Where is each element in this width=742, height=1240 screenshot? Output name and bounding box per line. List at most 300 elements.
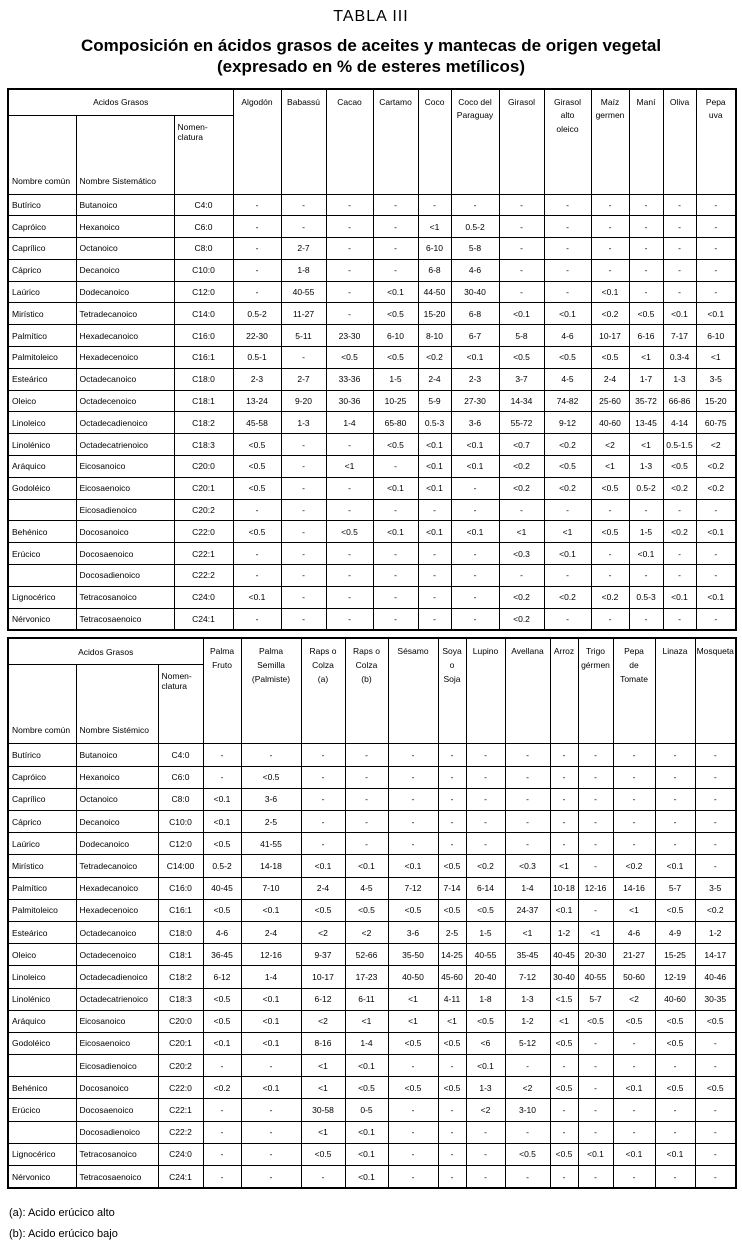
value-cell: 35-50	[388, 944, 438, 966]
nomenclature-cell: C4:0	[158, 744, 203, 766]
value-cell: <0.5	[388, 1077, 438, 1099]
value-cell: <0.1	[550, 899, 578, 921]
column-header: Coco del Paraguay	[451, 89, 499, 195]
value-cell: 30-40	[451, 281, 499, 303]
value-cell: -	[438, 811, 466, 833]
table-row	[8, 877, 736, 899]
value-cell: -	[451, 608, 499, 630]
systematic-name-cell: Butanoico	[76, 744, 158, 766]
value-cell: 14-16	[613, 877, 655, 899]
value-cell: <6	[466, 1032, 505, 1054]
value-cell: -	[655, 766, 695, 788]
page-subtitle	[14, 35, 728, 78]
value-cell: 15-20	[696, 390, 736, 412]
value-cell: 2-4	[301, 877, 345, 899]
nomenclature-cell: C20:0	[174, 456, 233, 478]
value-cell: <2	[613, 988, 655, 1010]
table-row	[8, 833, 736, 855]
value-cell: 14-25	[438, 944, 466, 966]
value-cell: 4-6	[544, 325, 591, 347]
nomenclature-cell: C24:0	[174, 586, 233, 608]
nomenclature-cell: C10:0	[158, 811, 203, 833]
systematic-name-header: Nombre Sistemático	[76, 115, 174, 194]
value-cell: <1	[544, 521, 591, 543]
value-cell: <0.1	[578, 1143, 613, 1165]
value-cell: -	[438, 788, 466, 810]
value-cell: <0.5	[388, 1032, 438, 1054]
value-cell: 1-3	[505, 988, 550, 1010]
value-cell: -	[613, 1121, 655, 1143]
value-cell: <0.2	[203, 1077, 241, 1099]
value-cell: <1	[301, 1055, 345, 1077]
table-row	[8, 390, 736, 412]
value-cell: -	[544, 281, 591, 303]
value-cell: 0-5	[345, 1099, 388, 1121]
value-cell: <1	[438, 1010, 466, 1032]
value-cell: -	[696, 238, 736, 260]
value-cell: 1-8	[466, 988, 505, 1010]
value-cell: 45-60	[438, 966, 466, 988]
systematic-name-cell: Eicosanoico	[76, 1010, 158, 1032]
value-cell: 1-5	[629, 521, 663, 543]
value-cell: -	[388, 1143, 438, 1165]
value-cell: -	[695, 744, 736, 766]
systematic-name-cell: Hexadecanoico	[76, 877, 158, 899]
systematic-name-cell: Tetradecanoico	[76, 855, 158, 877]
value-cell: 5-8	[451, 238, 499, 260]
common-name-cell	[8, 565, 76, 587]
value-cell: -	[695, 811, 736, 833]
value-cell: <0.1	[613, 1077, 655, 1099]
table-row	[8, 238, 736, 260]
value-cell: <0.1	[451, 434, 499, 456]
value-cell: -	[655, 811, 695, 833]
value-cell: <0.1	[544, 543, 591, 565]
value-cell: <1	[326, 456, 373, 478]
common-name-header: Nombre común	[8, 115, 76, 194]
value-cell: 1-2	[505, 1010, 550, 1032]
value-cell: -	[578, 1121, 613, 1143]
value-cell: -	[326, 543, 373, 565]
nomenclature-header: Nomen- clatura	[174, 115, 233, 194]
value-cell: -	[613, 811, 655, 833]
value-cell: 4-6	[203, 921, 241, 943]
nomenclature-cell: C8:0	[158, 788, 203, 810]
table-row	[8, 412, 736, 434]
value-cell: -	[613, 833, 655, 855]
value-cell: -	[499, 499, 544, 521]
table-row	[8, 477, 736, 499]
value-cell: 30-40	[550, 966, 578, 988]
value-cell: <1	[550, 855, 578, 877]
systematic-name-cell: Docosanoico	[76, 1077, 158, 1099]
value-cell: -	[326, 194, 373, 216]
value-cell: -	[438, 1166, 466, 1189]
nomenclature-cell: C20:1	[174, 477, 233, 499]
value-cell: 40-46	[695, 966, 736, 988]
table-row	[8, 586, 736, 608]
value-cell: 0.5-3	[418, 412, 451, 434]
value-cell: <0.2	[663, 521, 696, 543]
systematic-name-cell: Docosadienoico	[76, 1121, 158, 1143]
value-cell: 0.5-1	[233, 347, 281, 369]
value-cell: -	[438, 766, 466, 788]
value-cell: 1-3	[281, 412, 326, 434]
value-cell: <0.5	[438, 1077, 466, 1099]
value-cell: 7-17	[663, 325, 696, 347]
fatty-acids-table-primary	[7, 88, 737, 632]
nomenclature-cell: C8:0	[174, 238, 233, 260]
value-cell: -	[451, 543, 499, 565]
nomenclature-cell: C10:0	[174, 259, 233, 281]
value-cell: 4-14	[663, 412, 696, 434]
value-cell: 17-23	[345, 966, 388, 988]
value-cell: 5-12	[505, 1032, 550, 1054]
value-cell: <0.1	[233, 586, 281, 608]
value-cell: -	[695, 1055, 736, 1077]
value-cell: <0.2	[696, 456, 736, 478]
column-header: Maní	[629, 89, 663, 195]
value-cell: -	[499, 216, 544, 238]
value-cell: 40-55	[466, 944, 505, 966]
value-cell: -	[233, 543, 281, 565]
value-cell: -	[696, 499, 736, 521]
nomenclature-cell: C6:0	[174, 216, 233, 238]
value-cell: -	[345, 811, 388, 833]
systematic-name-cell: Hexanoico	[76, 216, 174, 238]
value-cell: 9-37	[301, 944, 345, 966]
systematic-name-cell: Decanoico	[76, 811, 158, 833]
value-cell: -	[241, 1121, 301, 1143]
value-cell: -	[591, 259, 629, 281]
value-cell: 60-75	[696, 412, 736, 434]
value-cell: 3-5	[696, 368, 736, 390]
value-cell: -	[326, 586, 373, 608]
common-name-cell: Cáprico	[8, 259, 76, 281]
value-cell: <0.1	[418, 456, 451, 478]
value-cell: <0.2	[544, 434, 591, 456]
systematic-name-header: Nombre Sistémico	[76, 665, 158, 744]
value-cell: 50-60	[613, 966, 655, 988]
value-cell: <1	[301, 1077, 345, 1099]
value-cell: -	[466, 811, 505, 833]
column-header: Raps o Colza (b)	[345, 638, 388, 744]
nomenclature-cell: C4:0	[174, 194, 233, 216]
value-cell: -	[544, 238, 591, 260]
value-cell: <0.1	[373, 521, 418, 543]
value-cell: 30-58	[301, 1099, 345, 1121]
value-cell: -	[388, 1166, 438, 1189]
value-cell: 45-58	[233, 412, 281, 434]
value-cell: -	[663, 216, 696, 238]
table-row	[8, 608, 736, 630]
column-header: Pepa uva	[696, 89, 736, 195]
systematic-name-cell: Tetracosanoico	[76, 1143, 158, 1165]
footnote-a: (a): Acido erúcico alto	[9, 1207, 115, 1220]
table-row	[8, 921, 736, 943]
value-cell: <0.1	[663, 586, 696, 608]
table-row	[8, 1010, 736, 1032]
systematic-name-cell: Hexadecanoico	[76, 325, 174, 347]
value-cell: <0.5	[655, 1032, 695, 1054]
value-cell: -	[591, 608, 629, 630]
nomenclature-cell: C22:1	[174, 543, 233, 565]
value-cell: 6-7	[451, 325, 499, 347]
nomenclature-cell: C22:1	[158, 1099, 203, 1121]
value-cell: -	[451, 586, 499, 608]
column-header: Lupino	[466, 638, 505, 744]
systematic-name-cell: Octadecadienoico	[76, 966, 158, 988]
value-cell: -	[326, 238, 373, 260]
value-cell: 13-45	[629, 412, 663, 434]
table-row	[8, 899, 736, 921]
table-row	[8, 966, 736, 988]
value-cell: 10-17	[591, 325, 629, 347]
value-cell: -	[578, 1077, 613, 1099]
value-cell: 0.5-2	[233, 303, 281, 325]
value-cell: -	[233, 259, 281, 281]
value-cell: -	[629, 608, 663, 630]
value-cell: 74-82	[544, 390, 591, 412]
value-cell: <0.2	[499, 608, 544, 630]
common-name-cell: Palmitoleico	[8, 899, 76, 921]
value-cell: -	[345, 788, 388, 810]
value-cell: -	[418, 586, 451, 608]
value-cell: 0.5-3	[629, 586, 663, 608]
value-cell: <0.5	[695, 1077, 736, 1099]
common-name-cell: Linoleico	[8, 412, 76, 434]
value-cell: 55-72	[499, 412, 544, 434]
value-cell: 6-10	[418, 238, 451, 260]
column-header: Mosqueta	[695, 638, 736, 744]
value-cell: -	[663, 281, 696, 303]
value-cell: <0.5	[655, 1077, 695, 1099]
value-cell: 40-45	[203, 877, 241, 899]
table-row	[8, 988, 736, 1010]
value-cell: -	[613, 766, 655, 788]
value-cell: <0.5	[655, 899, 695, 921]
value-cell: <0.1	[544, 303, 591, 325]
value-cell: <0.1	[345, 855, 388, 877]
systematic-name-cell: Octanoico	[76, 788, 158, 810]
systematic-name-cell: Butanoico	[76, 194, 174, 216]
value-cell: -	[241, 1055, 301, 1077]
value-cell: -	[544, 565, 591, 587]
value-cell: -	[505, 811, 550, 833]
value-cell: -	[613, 788, 655, 810]
value-cell: <1	[550, 1010, 578, 1032]
value-cell: -	[695, 1166, 736, 1189]
value-cell: -	[695, 833, 736, 855]
value-cell: <1	[578, 921, 613, 943]
value-cell: <0.5	[388, 899, 438, 921]
value-cell: -	[438, 833, 466, 855]
value-cell: <2	[505, 1077, 550, 1099]
value-cell: -	[578, 811, 613, 833]
value-cell: 2-4	[591, 368, 629, 390]
value-cell: -	[578, 833, 613, 855]
value-cell: <0.5	[591, 347, 629, 369]
value-cell: <0.1	[696, 586, 736, 608]
nomenclature-cell: C16:1	[174, 347, 233, 369]
value-cell: -	[466, 766, 505, 788]
common-name-cell: Laúrico	[8, 281, 76, 303]
value-cell: -	[203, 1143, 241, 1165]
common-name-cell: Nérvonico	[8, 608, 76, 630]
value-cell: -	[241, 1143, 301, 1165]
value-cell: 30-35	[695, 988, 736, 1010]
value-cell: <2	[345, 921, 388, 943]
value-cell: -	[326, 281, 373, 303]
value-cell: 3-5	[695, 877, 736, 899]
value-cell: -	[629, 565, 663, 587]
value-cell: 14-34	[499, 390, 544, 412]
systematic-name-cell: Octadecenoico	[76, 390, 174, 412]
common-name-cell: Godoléico	[8, 477, 76, 499]
value-cell: 23-30	[326, 325, 373, 347]
value-cell: 4-6	[613, 921, 655, 943]
nomenclature-cell: C18:1	[174, 390, 233, 412]
value-cell: <0.5	[544, 456, 591, 478]
systematic-name-cell: Docosadienoico	[76, 565, 174, 587]
value-cell: <0.5	[326, 521, 373, 543]
value-cell: -	[613, 1166, 655, 1189]
value-cell: <0.5	[544, 347, 591, 369]
column-header: Maíz germen	[591, 89, 629, 195]
value-cell: 1-4	[326, 412, 373, 434]
value-cell: 40-60	[655, 988, 695, 1010]
value-cell: 9-12	[544, 412, 591, 434]
value-cell: -	[505, 1055, 550, 1077]
value-cell: <2	[301, 921, 345, 943]
value-cell: 1-3	[663, 368, 696, 390]
value-cell: <0.5	[345, 899, 388, 921]
value-cell: <0.5	[438, 1032, 466, 1054]
value-cell: -	[203, 744, 241, 766]
table-row	[8, 944, 736, 966]
common-name-cell: Mirístico	[8, 855, 76, 877]
value-cell: 6-11	[345, 988, 388, 1010]
column-header: Pepa de Tomate	[613, 638, 655, 744]
value-cell: <1	[696, 347, 736, 369]
value-cell: 7-10	[241, 877, 301, 899]
value-cell: -	[655, 788, 695, 810]
value-cell: <0.2	[591, 586, 629, 608]
value-cell: <0.5	[499, 347, 544, 369]
value-cell: -	[578, 1032, 613, 1054]
value-cell: -	[578, 788, 613, 810]
common-name-cell: Caprílico	[8, 238, 76, 260]
value-cell: 7-12	[388, 877, 438, 899]
value-cell: -	[695, 1143, 736, 1165]
nomenclature-cell: C16:0	[158, 877, 203, 899]
value-cell: <1	[301, 1121, 345, 1143]
nomenclature-cell: C6:0	[158, 766, 203, 788]
document-page	[0, 8, 742, 1240]
value-cell: <0.1	[203, 788, 241, 810]
systematic-name-cell: Eicosanoico	[76, 456, 174, 478]
value-cell: -	[203, 1099, 241, 1121]
value-cell: <0.1	[451, 521, 499, 543]
nomenclature-cell: C24:1	[174, 608, 233, 630]
value-cell: 1-2	[550, 921, 578, 943]
value-cell: -	[326, 259, 373, 281]
value-cell: 0.5-1.5	[663, 434, 696, 456]
table-row	[8, 434, 736, 456]
value-cell: <0.1	[613, 1143, 655, 1165]
value-cell: <0.1	[203, 811, 241, 833]
value-cell: -	[613, 1032, 655, 1054]
nomenclature-cell: C24:0	[158, 1143, 203, 1165]
value-cell: -	[203, 1055, 241, 1077]
value-cell: -	[203, 1166, 241, 1189]
value-cell: -	[499, 238, 544, 260]
table-row	[8, 521, 736, 543]
common-name-header: Nombre común	[8, 665, 76, 744]
nomenclature-header: Nomen- clatura	[158, 665, 203, 744]
value-cell: <0.5	[550, 1143, 578, 1165]
value-cell: -	[281, 216, 326, 238]
column-header: Sésamo	[388, 638, 438, 744]
value-cell: <0.2	[591, 303, 629, 325]
value-cell: <0.1	[696, 521, 736, 543]
value-cell: 1-4	[241, 966, 301, 988]
nomenclature-cell: C22:0	[158, 1077, 203, 1099]
common-name-cell	[8, 499, 76, 521]
table-row	[8, 1077, 736, 1099]
value-cell: 40-45	[550, 944, 578, 966]
value-cell: <0.2	[499, 456, 544, 478]
value-cell: <0.3	[499, 543, 544, 565]
value-cell: 6-12	[203, 966, 241, 988]
nomenclature-cell: C22:2	[174, 565, 233, 587]
value-cell: -	[505, 744, 550, 766]
value-cell: 1-3	[629, 456, 663, 478]
value-cell: -	[301, 811, 345, 833]
value-cell: 0.5-2	[203, 855, 241, 877]
value-cell: -	[655, 1121, 695, 1143]
value-cell: <0.1	[388, 855, 438, 877]
value-cell: <1	[613, 899, 655, 921]
value-cell: <0.1	[241, 988, 301, 1010]
value-cell: -	[233, 194, 281, 216]
value-cell: <0.5	[301, 1143, 345, 1165]
value-cell: -	[613, 1055, 655, 1077]
value-cell: -	[591, 565, 629, 587]
value-cell: -	[388, 788, 438, 810]
value-cell: -	[301, 766, 345, 788]
value-cell: -	[696, 259, 736, 281]
table-row	[8, 811, 736, 833]
common-name-cell: Oleico	[8, 944, 76, 966]
value-cell: -	[373, 499, 418, 521]
systematic-name-cell: Eicosadienoico	[76, 499, 174, 521]
common-name-cell: Aráquico	[8, 1010, 76, 1032]
value-cell: -	[499, 565, 544, 587]
value-cell: 13-24	[233, 390, 281, 412]
systematic-name-cell: Docosaenoico	[76, 1099, 158, 1121]
systematic-name-cell: Octadecatrienoico	[76, 988, 158, 1010]
value-cell: <1.5	[550, 988, 578, 1010]
value-cell: 2-7	[281, 368, 326, 390]
common-name-cell	[8, 1121, 76, 1143]
value-cell: <0.1	[418, 434, 451, 456]
common-name-cell: Caprílico	[8, 788, 76, 810]
value-cell: -	[550, 1055, 578, 1077]
common-name-cell: Erúcico	[8, 543, 76, 565]
value-cell: -	[438, 1099, 466, 1121]
value-cell: -	[696, 216, 736, 238]
